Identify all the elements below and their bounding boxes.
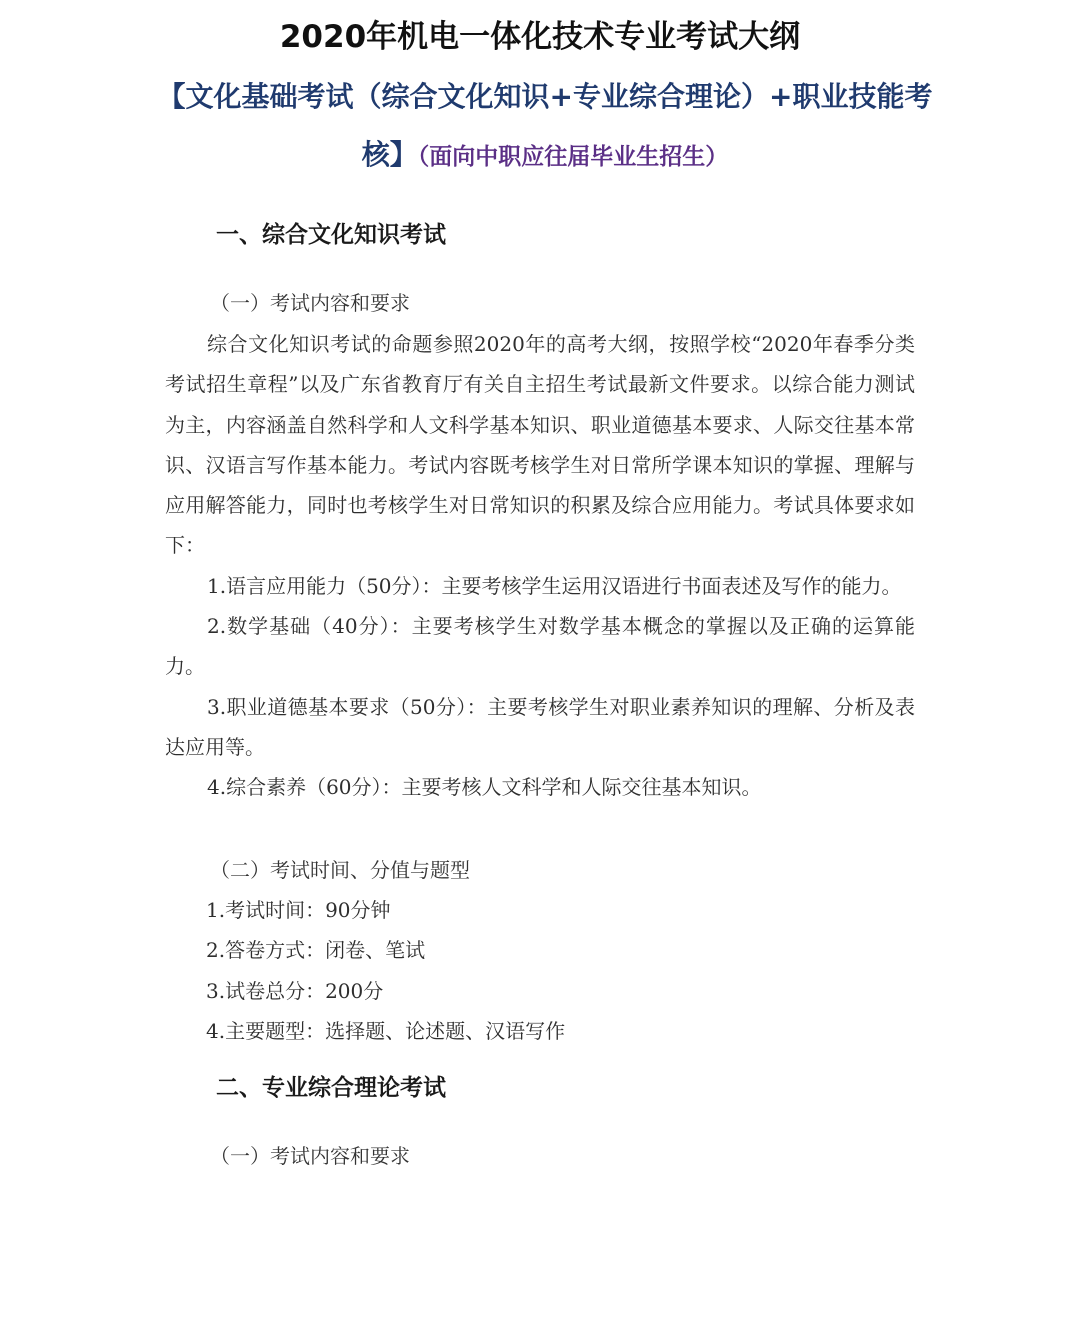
document-subtitle — [150, 68, 940, 186]
section-1-heading: 一、综合文化知识考试 — [216, 222, 446, 248]
intro-paragraph: 综合文化知识考试的命题参照2020年的高考大纲，按照学校“2020年春季分类考试招生章程”以及广东省教育厅有关自主招生考试最新文件要求。以综合能力测试为主，内容涵盖自然科学和人文科学基本知识、职业道德基本要求、人际交往基本常识、汉语言写作基本能力。考试内容既考核学生对日常所学课本知识的掌握、理解与应用解答能力，同时也考核学生对日常知识的积累及综合应用能力。考试具体要求如下： — [165, 332, 915, 558]
requirement-4: 4.综合素养（60分）：主要考核人文科学和人际交往基本知识。 — [207, 775, 762, 800]
question-types-item: 4.主要题型：选择题、论述题、汉语写作 — [206, 1018, 566, 1043]
requirement-1: 1.语言应用能力（50分）：主要考核学生运用汉语进行书面表述及写作的能力。 — [207, 573, 902, 598]
section-1-body — [165, 324, 915, 808]
exam-time-item: 1.考试时间：90分钟 — [206, 898, 391, 922]
exam-details-list — [206, 890, 565, 1051]
section-2-heading: 二、专业综合理论考试 — [216, 1075, 446, 1101]
subtitle-note: （面向中职应往届毕业生招生） — [417, 144, 729, 170]
requirement-3: 3.职业道德基本要求（50分）：主要考核学生对职业素养知识的理解、分析及表达应用等。 — [165, 694, 915, 759]
total-score-item: 3.试卷总分：200分 — [206, 978, 384, 1003]
section-1-part-2-heading: （二）考试时间、分值与题型 — [210, 858, 470, 882]
answer-method-item: 2.答卷方式：闭卷、笔试 — [206, 938, 426, 963]
subtitle-text: 【文化基础考试（综合文化知识+专业综合理论）+职业技能考核】 — [157, 80, 933, 171]
document-title: 2020年机电一体化技术专业考试大纲 — [279, 19, 801, 55]
requirement-2: 2.数学基础（40分）：主要考核学生对数学基本概念的掌握以及正确的运算能力。 — [165, 614, 915, 679]
section-2-part-1-heading: （一）考试内容和要求 — [210, 1144, 410, 1168]
section-1-part-1-heading: （一）考试内容和要求 — [210, 291, 410, 315]
